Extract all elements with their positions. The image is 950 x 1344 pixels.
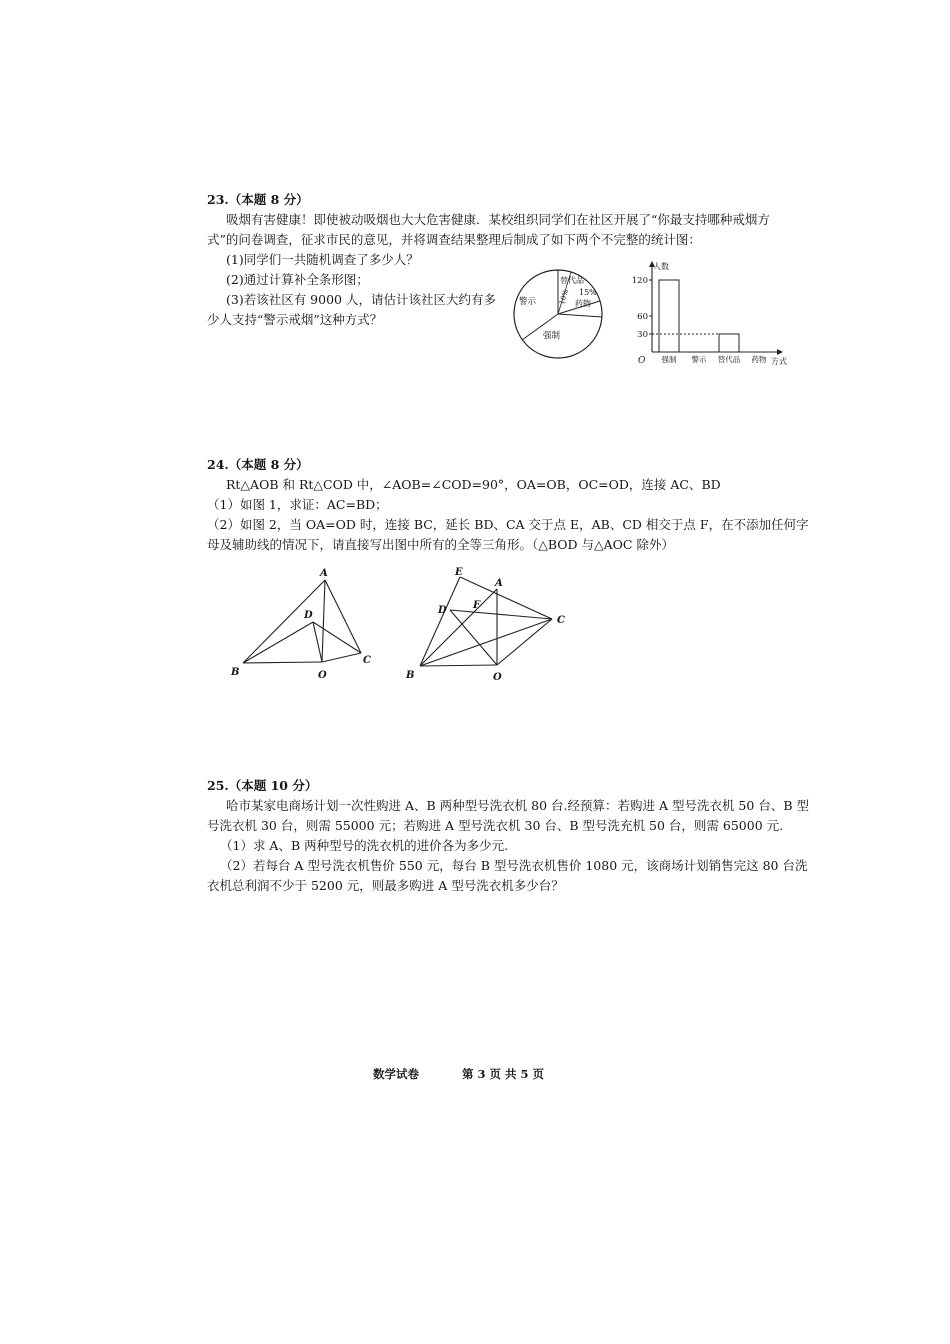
bar-category-label: 警示 [691, 355, 707, 364]
bar-y-label: 人数 [653, 262, 669, 271]
figure-2 [400, 565, 575, 685]
q23-sub3b: 少人支持“警示戒烟”这种方式？ [207, 312, 383, 327]
q23-line1: 吸烟有害健康！即使被动吸烟也大大危害健康．某校组织同学们在社区开展了“你最支持哪种戒烟方 [226, 212, 770, 227]
q24-line1: Rt△AOB 和 Rt△COD 中，∠AOB=∠COD=90°，OA=OB，OC=OD，连接 AC、BD [226, 477, 721, 492]
fig1-label-C: C [363, 655, 371, 666]
fig2-label-C: C [557, 615, 565, 626]
fig2-seg-BO [420, 665, 497, 666]
bar-x-label: 方式 [771, 357, 787, 366]
fig2-label-A: A [495, 578, 503, 589]
bar-chart [628, 258, 793, 368]
bar-category-label: 替代品 [717, 355, 741, 364]
fig2-seg-DC [450, 610, 552, 619]
q25-line3: （1）求 A、B 两种型号的洗衣机的进价各为多少元. [220, 838, 509, 853]
q24-line3: （2）如图 2，当 OA=OD 时，连接 BC，延长 BD、CA 交于点 E，AB、CD 相交于点 F，在不添加任何字 [207, 517, 809, 532]
q24-heading: 24.（本题 8 分） [207, 457, 309, 472]
q25-line5: 衣机总利润不少于 5200 元，则最多购进 A 型号洗衣机多少台？ [207, 878, 564, 893]
fig1-seg-BO [243, 662, 322, 663]
fig1-seg-OC [322, 653, 361, 662]
fig2-seg-DO [450, 610, 497, 665]
bar-2 [719, 334, 739, 352]
fig1-seg-AO [322, 580, 325, 662]
q24-line2: （1）如图 1，求证：AC=BD； [207, 497, 388, 512]
q25-line4: （2）若每台 A 型号洗衣机售价 550 元，每台 B 型号洗衣机售价 1080 元，该商场计划销售完这 80 台洗 [220, 858, 808, 873]
bar-origin: O [638, 356, 646, 366]
pie-label-substitute: 替代品 [560, 276, 584, 285]
fig2-label-E: E [455, 567, 463, 578]
figure-1 [225, 565, 370, 685]
pie-chart [507, 258, 609, 370]
fig2-label-F: F [473, 600, 481, 611]
bar-0 [659, 280, 679, 352]
fig1-label-B: B [231, 667, 240, 678]
q23-sub1: (1)同学们一共随机调查了多少人？ [226, 252, 419, 267]
fig1-seg-DO [313, 622, 322, 662]
footer-subject: 数学试卷 [373, 1067, 419, 1081]
q23-heading: 23.（本题 8 分） [207, 192, 309, 207]
fig2-label-B: B [406, 670, 415, 681]
bar-y-tick-label: 30 [637, 330, 648, 340]
pie-divider-drug [558, 314, 602, 317]
fig2-seg-BE [420, 577, 460, 666]
bar-x-arrow [777, 349, 783, 355]
q25-line1: 哈市某家电商场计划一次性购进 A、B 两种型号洗衣机 80 台.经预算：若购进 A 型号洗衣机 50 台、B 型 [226, 798, 809, 813]
pie-label-drug: 药物 [575, 299, 591, 308]
fig1-seg-AC [325, 580, 361, 653]
fig2-label-O: O [493, 672, 502, 683]
fig2-seg-OC [497, 619, 552, 665]
pie-label-force: 强制 [543, 331, 561, 341]
q23-line2: 式”的问卷调查，征求市民的意见，并将调查结果整理后制成了如下两个不完整的统计图： [207, 232, 701, 247]
bar-category-label: 强制 [661, 355, 677, 364]
fig2-seg-BC [420, 619, 552, 666]
q24-line4: 母及辅助线的情况下，请直接写出图中所有的全等三角形。（△BOD 与△AOC 除外） [207, 537, 674, 552]
fig1-label-O: O [318, 670, 327, 681]
pie-label-small-percent: 10% [557, 288, 571, 306]
pie-label-drug-percent: 15% [579, 288, 597, 297]
pie-label-warning: 警示 [519, 297, 537, 307]
footer-page-number: 第 3 页 共 5 页 [462, 1067, 545, 1081]
q25-line2: 号洗衣机 30 台，则需 55000 元；若购进 A 型号洗衣机 30 台、B 型号洗充机 50 台，则需 65000 元. [207, 818, 784, 833]
fig2-seg-BA [420, 589, 497, 666]
q23-sub2: (2)通过计算补全条形图； [226, 272, 369, 287]
fig1-label-A: A [320, 568, 328, 579]
q23-sub3a: (3)若该社区有 9000 人，请估计该社区大约有多 [226, 292, 496, 307]
bar-category-label: 药物 [751, 355, 767, 364]
fig2-label-D: D [438, 605, 447, 616]
bar-y-tick-label: 120 [631, 276, 648, 286]
bar-y-tick-label: 60 [637, 312, 648, 322]
fig1-label-D: D [304, 610, 313, 621]
fig1-seg-BA [243, 580, 325, 663]
q25-heading: 25.（本题 10 分） [207, 778, 318, 793]
